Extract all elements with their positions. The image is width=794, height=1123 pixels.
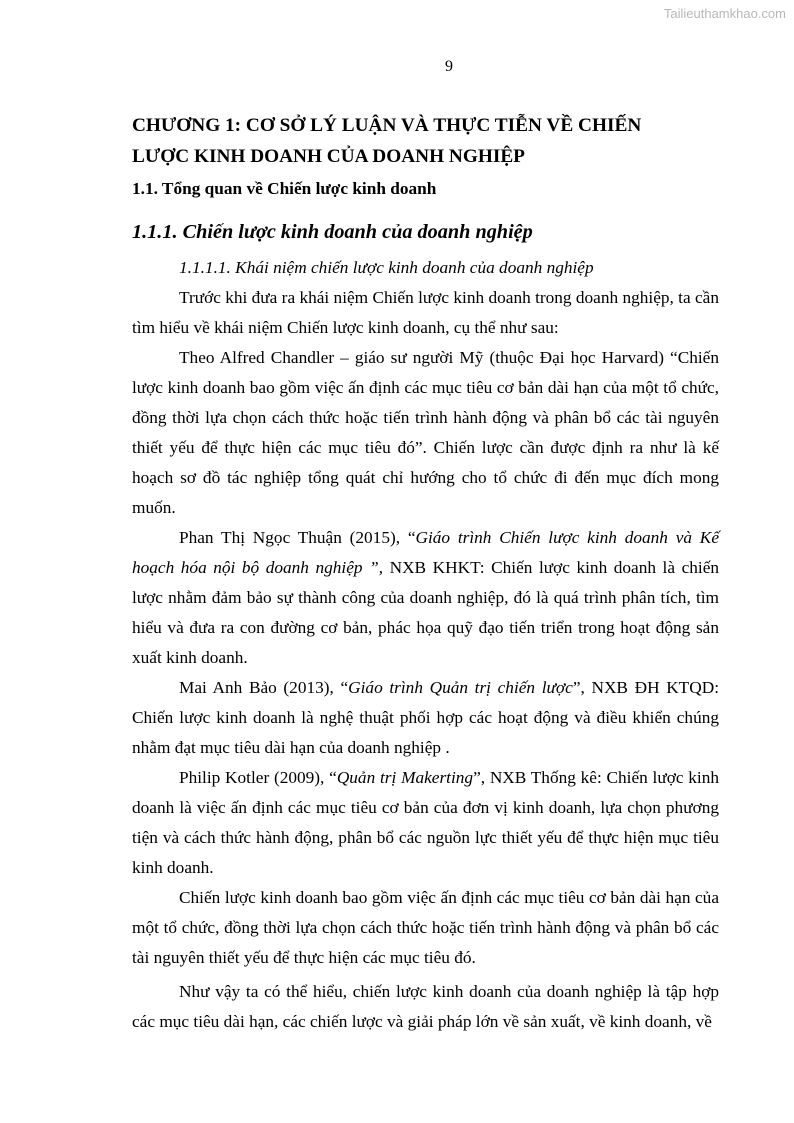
chapter-title: CHƯƠNG 1: CƠ SỞ LÝ LUẬN VÀ THỰC TIỄN VỀ CHIẾN LƯỢC KINH DOANH CỦA DOANH NGHIỆP: [132, 115, 642, 167]
paragraph-5: [132, 763, 719, 883]
paragraph-text: ”, NXB Thống kê: Chiến lược kinh doanh là việc ấn định các mục tiêu cơ bản của đơn vị kinh doanh, lựa chọn phương tiện và cách thức hành động, phân bổ các nguồn lực thiết yếu để thực hiện mục tiêu kinh doanh.: [132, 768, 720, 877]
paragraph-6: Chiến lược kinh doanh bao gồm việc ấn định các mục tiêu cơ bản dài hạn của một tổ chức, đồng thời lựa chọn cách thức hoặc tiến trình hành động và phân bổ các tài nguyên thiết yếu để thực hiện các mục tiêu đó.: [132, 888, 719, 967]
book-title: Giáo trình Chiến lược kinh doanh và Kế hoạch hóa nội bộ doanh nghiệp ”,: [132, 528, 719, 577]
paragraph-4: [132, 673, 719, 763]
book-title: Giáo trình Quản trị chiến lược: [348, 678, 573, 697]
paragraph-2: Theo Alfred Chandler – giáo sư người Mỹ (thuộc Đại học Harvard) “Chiến lược kinh doanh bao gồm việc ấn định các mục tiêu cơ bản dài hạn của một tổ chức, đồng thời lựa chọn cách thức hoặc tiến trình hành động và phân bổ các tài nguyên thiết yếu để thực hiện các mục tiêu đó”. Chiến lược cần được định ra như là kế hoạch sơ đồ tác nghiệp tổng quát chỉ hướng cho tổ chức đi đến mục đích mong muốn.: [132, 348, 719, 517]
citation-lead: Philip Kotler (2009), “: [179, 768, 337, 787]
citation-lead: Mai Anh Bảo (2013), “: [179, 678, 349, 697]
document-body: [132, 110, 719, 1037]
paragraph-1: Trước khi đưa ra khái niệm Chiến lược kinh doanh trong doanh nghiệp, ta cần tìm hiểu về khái niệm Chiến lược kinh doanh, cụ thể như sau:: [132, 288, 719, 337]
paragraph-3: [132, 523, 719, 673]
subsubsection-title: 1.1.1.1. Khái niệm chiến lược kinh doanh của doanh nghiệp: [179, 258, 594, 277]
section-title: 1.1. Tổng quan về Chiến lược kinh doanh: [132, 179, 437, 198]
paragraph-7: Như vậy ta có thể hiểu, chiến lược kinh doanh của doanh nghiệp là tập hợp các mục tiêu dài hạn, các chiến lược và giải pháp lớn về sản xuất, về kinh doanh, về: [132, 982, 719, 1031]
subsection-title: 1.1.1. Chiến lược kinh doanh của doanh nghiệp: [132, 221, 533, 243]
page-number: 9: [445, 58, 453, 75]
paragraph-text: ”, NXB ĐH KTQD: Chiến lược kinh doanh là nghệ thuật phối hợp các hoạt động và điều khiển chúng nhằm đạt mục tiêu dài hạn của doanh nghiệp .: [132, 678, 720, 757]
watermark: Tailieuthamkhao.com: [663, 6, 786, 21]
paragraph-text: NXB KHKT: Chiến lược kinh doanh là chiến lược nhằm đảm bảo sự thành công của doanh nghiệp, đó là quá trình phân tích, tìm hiểu và đưa ra con đường cơ bản, phác họa quỹ đạo tiến triển trong hoạt động sản xuất kinh doanh.: [132, 558, 720, 667]
book-title: Quản trị Makerting: [336, 768, 474, 787]
citation-lead: Phan Thị Ngọc Thuận (2015), “: [179, 528, 416, 547]
